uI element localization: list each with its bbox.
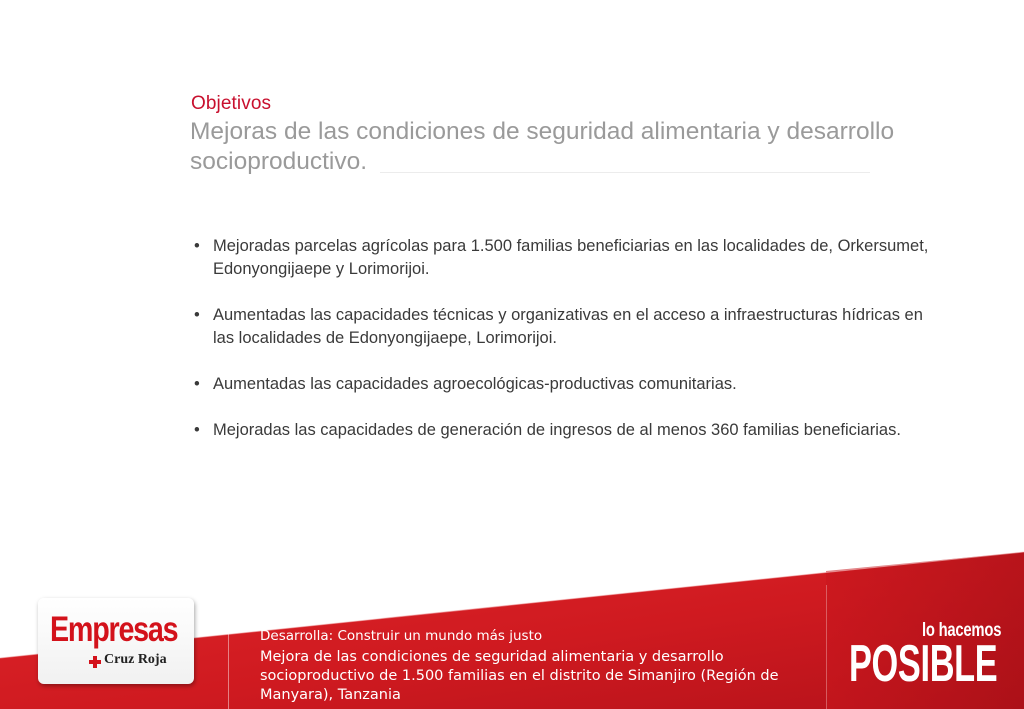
objectives-list bbox=[192, 235, 932, 442]
list-item-text: Mejoradas parcelas agrícolas para 1.500 familias beneficiarias en las localidades de, Orkersumet, Edonyongijaepe y Lorimorijoi. bbox=[213, 237, 929, 278]
list-item bbox=[192, 304, 932, 350]
footer-divider bbox=[826, 585, 827, 709]
brand-subtitle: Cruz Roja bbox=[104, 652, 167, 667]
slogan-big: POSIBLE bbox=[849, 635, 998, 693]
list-item bbox=[192, 419, 932, 442]
list-item-text: Aumentadas las capacidades agroecológicas-productivas comunitarias. bbox=[213, 375, 737, 393]
list-item-text: Aumentadas las capacidades técnicas y organizativas en el acceso a infraestructuras hídricas en las localidades de Edonyongijaepe, Lorimorijoi. bbox=[213, 306, 923, 347]
brand-logo-text: Empresas bbox=[50, 610, 178, 649]
bullet-marker: • bbox=[194, 306, 200, 324]
list-item-text: Mejoradas las capacidades de generación de ingresos de al menos 360 familias beneficiarias. bbox=[213, 421, 901, 439]
bullet-marker: • bbox=[194, 375, 200, 393]
footer-divider bbox=[228, 628, 229, 709]
red-cross-icon bbox=[88, 655, 102, 669]
list-item bbox=[192, 373, 932, 396]
section-label: Objetivos bbox=[191, 93, 272, 114]
list-item bbox=[192, 235, 932, 281]
slogan-small: lo hacemos bbox=[922, 620, 1002, 641]
bullet-marker: • bbox=[194, 237, 200, 255]
title-divider bbox=[380, 172, 870, 173]
footer-description: Mejora de las condiciones de seguridad alimentaria y desarrollo socioproductivo de 1.500 familias en el distrito de Simanjiro (Región de Manyara), Tanzania bbox=[260, 649, 779, 703]
footer-tagline: Desarrolla: Construir un mundo más justo bbox=[260, 628, 543, 644]
bullet-marker: • bbox=[194, 421, 200, 439]
slide-title: Mejoras de las condiciones de seguridad alimentaria y desarrollo socioproductivo. bbox=[190, 118, 895, 175]
